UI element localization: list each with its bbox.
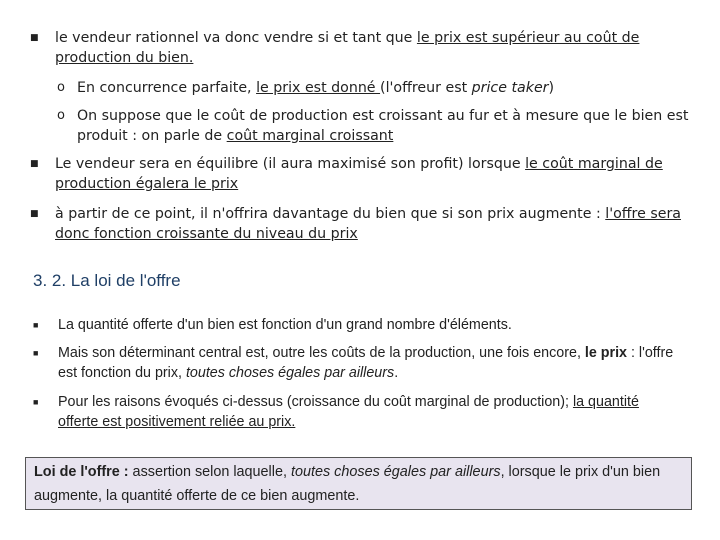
bullet-1: ■ le vendeur rationnel va donc vendre si et tant que le prix est supérieur au coût de production du bien. — [30, 30, 640, 66]
definition-box: Loi de l'offre : assertion selon laquelle, toutes choses égales par ailleurs, lorsque le prix d'un bien augmente, la quantité offerte de ce bien augmente. — [25, 457, 692, 510]
section-title: 3. 2. La loi de l'offre — [33, 271, 181, 290]
square-bullet-icon: ■ — [30, 209, 39, 219]
bullet-3: ■ à partir de ce point, il n'offrira davantage du bien que si son prix augmente : l'offre sera donc fonction croissante du niveau du prix — [30, 206, 681, 242]
square-bullet-icon: ■ — [33, 320, 39, 330]
sub-bullet-2: o On suppose que le coût de production est croissant au fur et à mesure que le bien est produit : on parle de coût marginal croissant — [57, 108, 689, 144]
circle-bullet-icon: o — [57, 108, 65, 123]
square-bullet-icon: ■ — [30, 33, 39, 43]
bullet-4: ■ La quantité offerte d'un bien est fonction d'un grand nombre d'éléments. — [33, 317, 512, 333]
square-bullet-icon: ■ — [33, 348, 39, 358]
sub-bullet-1: o En concurrence parfaite, le prix est donné (l'offreur est price taker) — [57, 80, 555, 96]
bullet-2: ■ Le vendeur sera en équilibre (il aura maximisé son profit) lorsque le coût marginal de production égalera le prix — [30, 156, 663, 192]
square-bullet-icon: ■ — [30, 159, 39, 169]
square-bullet-icon: ■ — [33, 397, 39, 407]
circle-bullet-icon: o — [57, 80, 65, 95]
bullet-5: ■ Mais son déterminant central est, outre les coûts de la production, une fois encore, le prix : l'offre est fonction du prix, toutes choses égales par ailleurs. — [33, 345, 674, 381]
bullet-6: ■ Pour les raisons évoqués ci-dessus (croissance du coût marginal de production); la quantité offerte est positivement reliée au prix. — [33, 394, 639, 430]
definition-label: Loi de l'offre : — [34, 464, 129, 480]
